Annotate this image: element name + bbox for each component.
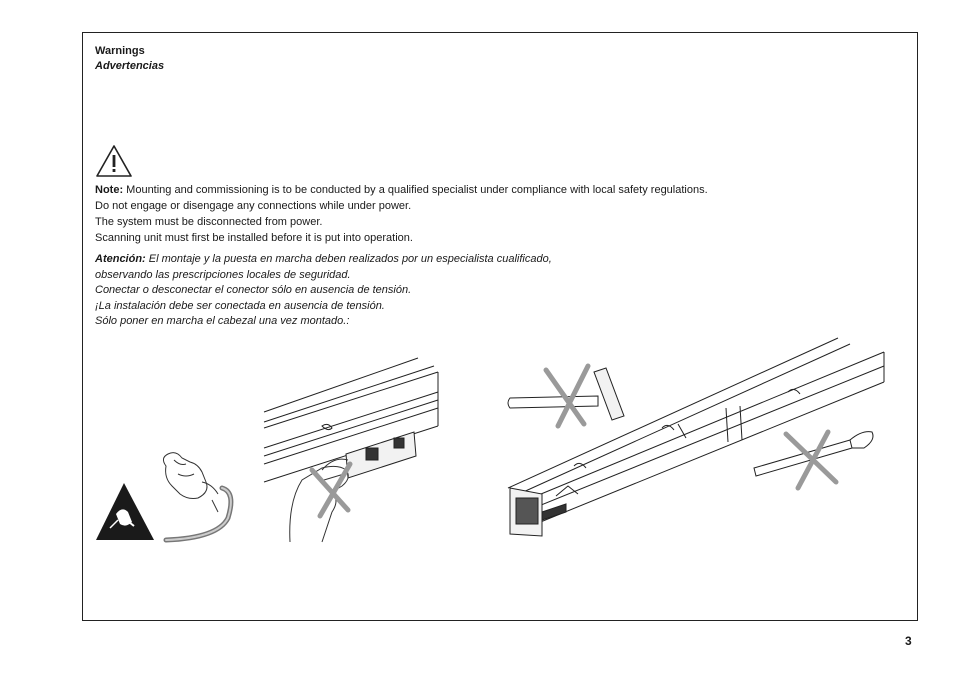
english-note-line-3: The system must be disconnected from power. — [95, 216, 323, 228]
spanish-note-label: Atención: — [95, 253, 146, 265]
spanish-note-line-1: Atención: El montaje y la puesta en marcha deben realizados por un especialista cualificado, — [95, 253, 552, 265]
english-note-line-4: Scanning unit must first be installed before it is put into operation. — [95, 232, 413, 244]
heading-english: Warnings — [95, 45, 145, 57]
spanish-note — [95, 252, 855, 330]
spanish-note-line-2: observando las prescripciones locales de seguridad. — [95, 268, 351, 281]
scanning-unit-drawing — [346, 432, 416, 478]
spanish-note-line-4: ¡La instalación debe ser conectada en ausencia de tensión. — [95, 299, 385, 312]
heading-spanish: Advertencias — [95, 60, 165, 72]
cross-mark-icon — [546, 366, 836, 488]
wrist-strap-drawing — [163, 453, 218, 512]
warning-triangle-icon — [95, 144, 133, 178]
english-note-label: Note: — [95, 184, 124, 196]
cross-mark-icon — [312, 464, 350, 516]
rail-no-touch-illustration — [262, 352, 442, 544]
english-note-line-2: Do not engage or disengage any connections while under power. — [95, 200, 412, 212]
english-note — [95, 182, 855, 246]
wrist-strap-cable — [166, 488, 231, 540]
english-note-line-1: Note: Mounting and commissioning is to be conducted by a qualified specialist under compliance with local safety regulations. — [95, 184, 708, 196]
esd-warning-icon — [96, 483, 154, 540]
spanish-note-line-3: Conectar o desconectar el conector sólo en ausencia de tensión. — [95, 284, 412, 296]
spanish-note-line-5: Sólo poner en marcha el cabezal una vez montado.: — [95, 315, 350, 327]
esd-illustration — [94, 448, 244, 544]
section-heading — [95, 44, 164, 74]
page-number: 3 — [905, 634, 912, 648]
encoder-no-tools-illustration — [502, 336, 892, 542]
